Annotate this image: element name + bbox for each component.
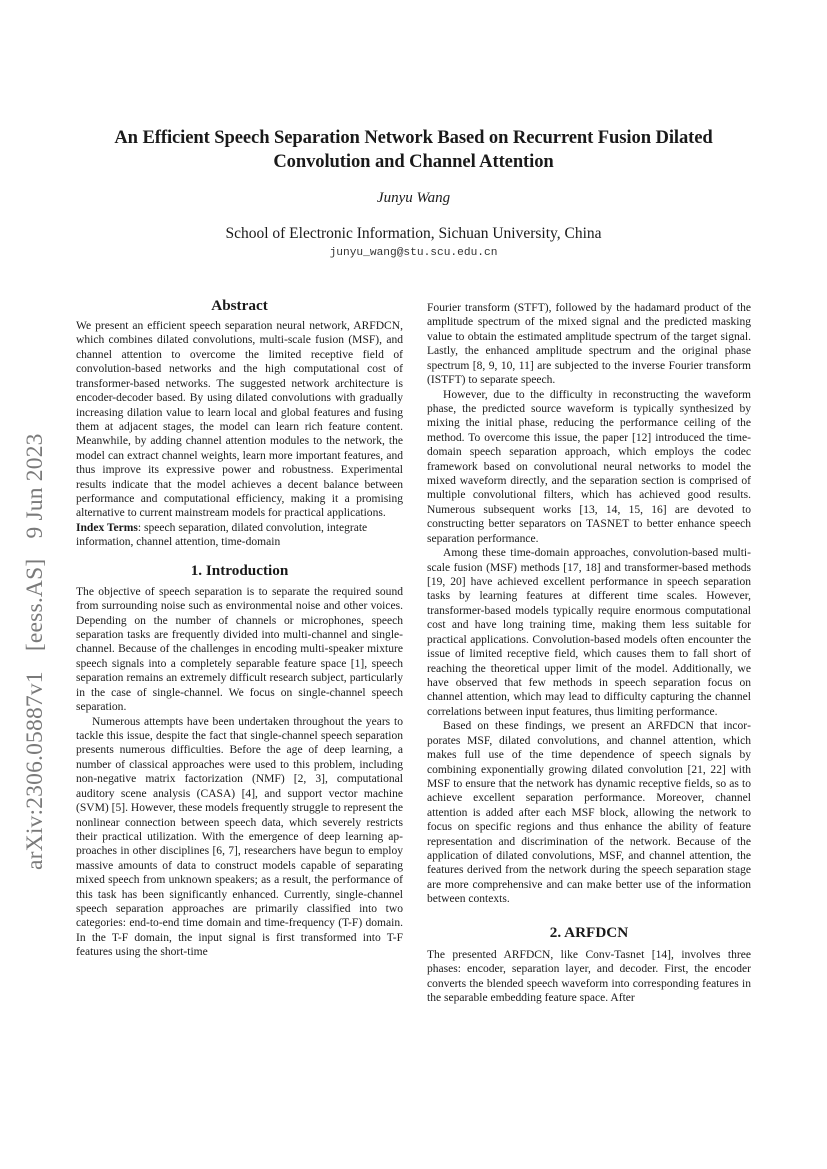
arxiv-id: arXiv:2306.05887v1 bbox=[22, 671, 48, 870]
arxiv-category: [eess.AS] bbox=[22, 558, 48, 652]
author-name: Junyu Wang bbox=[376, 190, 451, 206]
section-2-heading: 2. ARFDCN bbox=[549, 923, 629, 941]
intro-paragraph-4: However, due to the difficulty in reconstructing the waveform phase, the predicted source waveform is typically synthesized by mixing the initial phase, reducing the performance ceiling of the method. To overcome this issue, the paper [12] introduced the time-domain speech separation approach, which employs the codec framework based on convolutional neural networks to model the mixed waveform directly, and the separation section is comprised of multiple convolutional filters, which has achieved good results. Numerous subsequent works [13, 14, 15, 16] are devoted to constructing better separators on TASNET to better enhance speech separation performance. bbox=[427, 388, 751, 545]
intro-paragraph-3: Fourier transform (STFT), followed by the hadamard product of the amplitude spectrum of the mixed signal and the predicted masking value to obtain the estimated amplitude spectrum of the target signal. Lastly, the enhanced amplitude spectrum and the original phase spectrum [8, 9, 10, 11] are subjected to the inverse Fourier transform (ISTFT) to separate speech. bbox=[427, 302, 751, 387]
intro-paragraph-2: Numerous attempts have been undertaken throughout the years to tackle this issue, despite the fact that single-channel speech separation presents numerous difficulties. Before the age of deep learning, a number of classical approaches were used to this problem, including non-negative matrix factorization (NMF) [2, 3], computational auditory scene analysis (CASA) [4], and support vector machine (SVM) [5]. However, these models frequently struggle to represent the nonlinear connection between speech data, which severely restricts their practical utilization. With the emergence of deep learning approaches in other disciplines [6, 7], researchers have begun to employ massive amounts of data to construct models capable of separating mixed speech from unknown speakers; as a result, the performance of this task has been significantly enhanced. Currently, single-channel speech separation approaches are primarily classified into two categories: end-to-end time domain and time-frequency (T-F) domain. In the T-F domain, the input signal is first transformed into T-F features using the short-time bbox=[76, 715, 403, 959]
right-column bbox=[427, 301, 751, 1005]
index-terms bbox=[76, 521, 403, 550]
abstract-text: We present an efficient speech separation neural network, ARFDCN, which combines dilated convolutions, multi-scale fusion (MSF), and channel attention to overcome the limited receptive field of convolution-based networks and the high computational cost of transformer-based networks. The suggested network architecture is encoder-decoder based. By using dilated convolutions with gradually increasing dilation value to learn local and global features and fusing them at adjacent stages, the model can learn rich feature content. Meanwhile, by adding channel attention modules to the network, the model can extract channel weights, learn more important features, and thus improve its expressive power and robustness. Experimental results indicate that the model achieves a decent balance between performance and computational efficiency, making it a promising alternative to current mainstream models for practical applications. bbox=[76, 320, 403, 520]
paper-title bbox=[60, 126, 767, 174]
arxiv-stamp bbox=[22, 419, 49, 870]
title-line-2: Convolution and Channel Attention bbox=[273, 151, 554, 172]
index-terms-label: Index Terms bbox=[76, 521, 138, 534]
intro-paragraph-1: The objective of speech separation is to separate the required sound from surrounding noise such as environmental noise and other voices. Depending on the number of channels or microphones, speech separation tasks are frequently divided into multi-channel and single-channel. Because of the challenges in encoding multi-speaker mixture speech signals into a completely separable feature space [1], speech separation remains an extremely difficult research subject, particularly in the case of single-channel. We focus on single-channel speech separation. bbox=[76, 585, 403, 714]
abstract-heading: Abstract bbox=[211, 297, 268, 314]
title-line-1: An Efficient Speech Separation Network Based on Recurrent Fusion Dilated bbox=[114, 127, 713, 148]
arxiv-date: 9 Jun 2023 bbox=[22, 433, 48, 539]
affiliation: School of Electronic Information, Sichuan University, China bbox=[225, 225, 602, 242]
arfdcn-paragraph-1: The presented ARFDCN, like Conv-Tasnet [14], involves three phases: encoder, separation layer, and decoder. First, the encoder converts the blended speech waveform into corresponding features in the separable embedding feature space. After bbox=[427, 948, 751, 1004]
intro-paragraph-6: Based on these findings, we present an ARFDCN that incorporates MSF, dilated convolutions, and channel attention, which makes full use of the time dependence of speech signals by combining exponentially growing dilated convolution [21, 22] with MSF to ensure that the network has dynamic receptive fields, so as to achieve excellent separation performance. Moreover, channel attention is added after each MSF block, allowing the network to focus on specific regions and thus enhance the ability of feature representation and discrimination of the network. Because of the application of dilated convolutions, MSF, and channel attention, the features derived from the network during the speech separation stage are more comprehensive and can make better use of the information between contexts. bbox=[427, 720, 751, 906]
author-email: junyu_wang@stu.scu.edu.cn bbox=[329, 247, 498, 259]
left-column bbox=[76, 297, 403, 960]
intro-paragraph-5: Among these time-domain approaches, convolution-based multi-scale fusion (MSF) methods [17, 18] and transformer-based methods [19, 20] have achieved excellent performance in speech separation tasks by learning features at different time scales. However, transformer-based models typically require enormous computational cost and have long training time, making them less suitable for practical applications. Convolution-based models often encounter the issue of limited receptive field, which causes them to fall short of reaching the theoretical upper limit of the model. Additionally, we have observed that few methods in speech separation focus on channel attention, which may lead to difficulty capturing the channel correlations between input features, thus limiting performance. bbox=[427, 547, 751, 718]
section-1-heading: 1. Introduction bbox=[190, 561, 289, 579]
index-terms-text: : speech separation, dilated convolution, integrate information, channel attention, time-domain bbox=[76, 521, 368, 549]
